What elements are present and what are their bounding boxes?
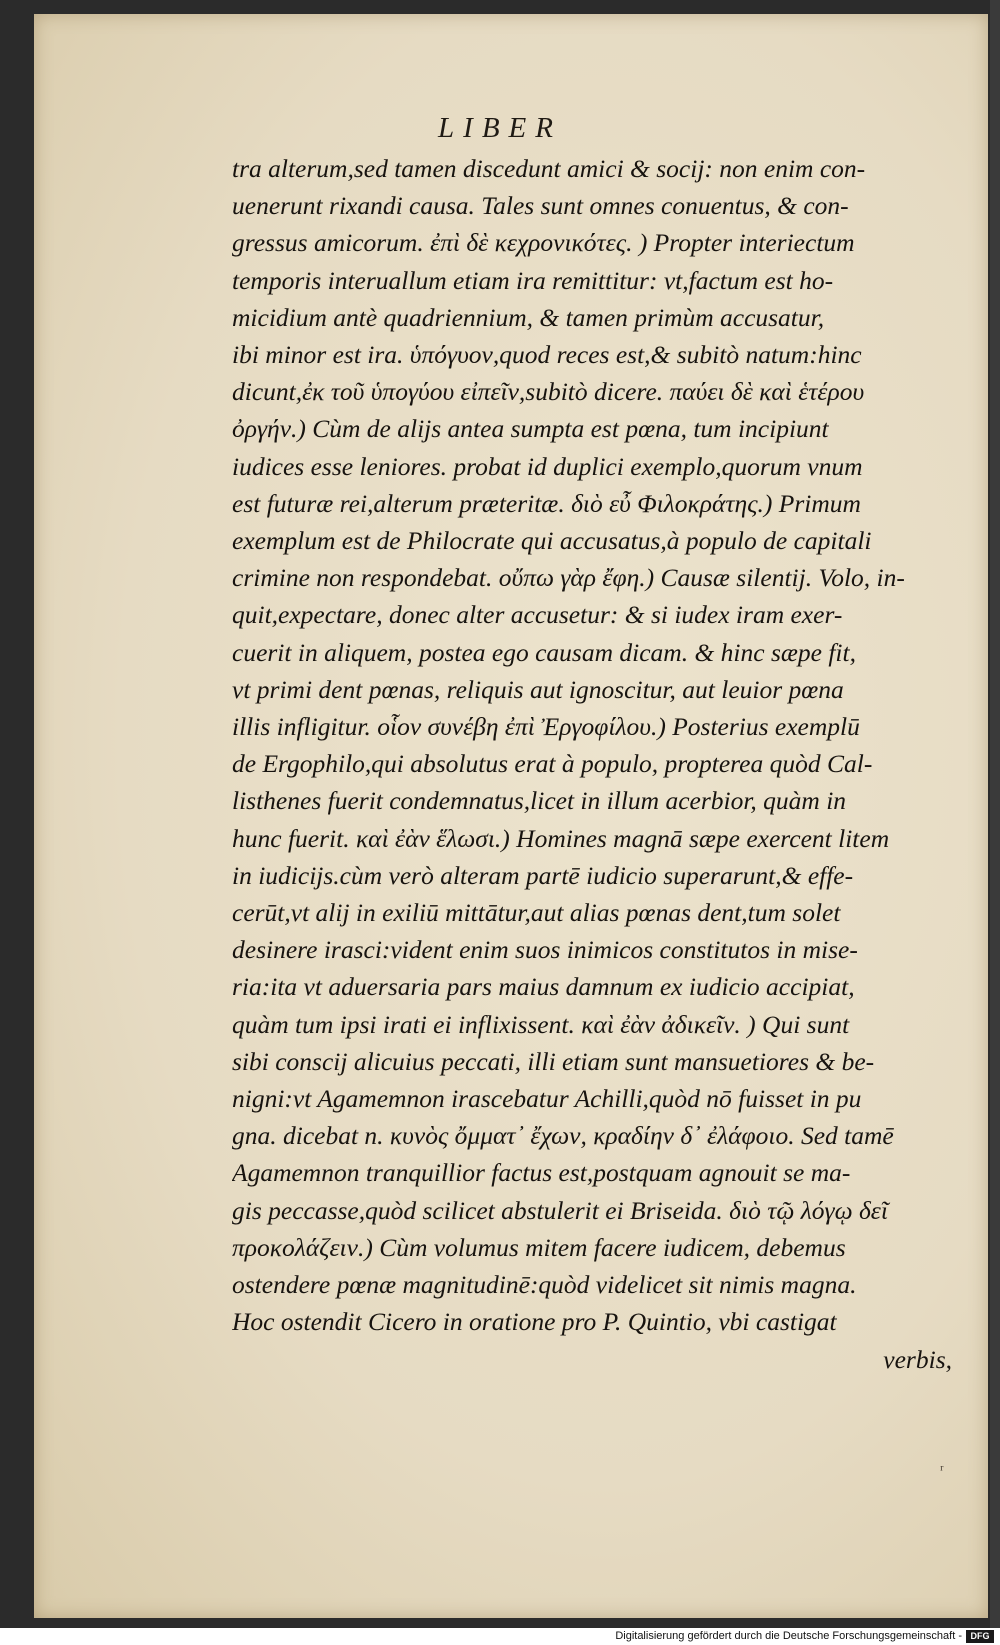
dfg-logo-icon: DFG xyxy=(966,1630,994,1643)
text-line: gna. dicebat n. κυνὸς ὄμματ᾽ ἔχων, κραδίην δ᾽ ἐλάφοιο. Sed tamē xyxy=(232,1121,894,1151)
text-line: hunc fuerit. καὶ ἐὰν ἕλωσι.) Homines magnā sæpe exercent litem xyxy=(232,823,890,853)
text-line: nigni:vt Agamemnon irascebatur Achilli,quòd nō fuisset in pu xyxy=(232,1084,862,1114)
text-line: ria:ita vt aduersaria pars maius damnum ex iudicio accipiat, xyxy=(232,972,855,1002)
text-line: quàm tum ipsi irati ei inflixissent. καὶ ἐὰν ἀδικεῖν. ) Qui sunt xyxy=(232,1009,850,1039)
catchword: verbis, xyxy=(883,1344,952,1374)
ink-mark: ʳ xyxy=(940,1462,944,1479)
text-line: quit,expectare, donec alter accusetur: & si iudex iram exer- xyxy=(232,600,843,630)
text-line: gressus amicorum. ἐπὶ δὲ κεχρονικότες. ) Propter interiectum xyxy=(232,228,855,258)
text-line: προκολάζειν.) Cùm volumus mitem facere iudicem, debemus xyxy=(232,1232,846,1262)
footer-credit: Digitalisierung gefördert durch die Deutsche Forschungsgemeinschaft - xyxy=(615,1630,962,1642)
text-line: de Ergophilo,qui absolutus erat à populo, propterea quòd Cal- xyxy=(232,749,873,779)
text-line: crimine non respondebat. οὔπω γὰρ ἔφη.) Causæ silentij. Volo, in- xyxy=(232,563,905,593)
text-line: uenerunt rixandi causa. Tales sunt omnes conuentus, & con- xyxy=(232,191,849,221)
text-line: Agamemnon tranquillior factus est,postquam agnouit se ma- xyxy=(232,1158,851,1188)
text-line: in iudicijs.cùm verò alteram partē iudicio superarunt,& effe- xyxy=(232,860,854,890)
text-line: est futuræ rei,alterum præteritæ. διὸ εὖ Φιλοκράτης.) Primum xyxy=(232,488,861,518)
body-text xyxy=(232,150,962,1378)
text-line: dicunt,ἐκ τοῦ ὑπογύου εἰπεῖν,subitò dicere. παύει δὲ καὶ ἑτέρου xyxy=(232,377,865,407)
text-line: ibi minor est ira. ὑπόγυον,quod reces est,& subitò natum:hinc xyxy=(232,340,862,370)
text-line: temporis interuallum etiam ira remittitur: vt,factum est ho- xyxy=(232,265,834,295)
text-line: Hoc ostendit Cicero in oratione pro P. Quintio, vbi castigat xyxy=(232,1307,837,1337)
text-line: cerūt,vt alij in exiliū mittātur,aut alias pœnas dent,tum solet xyxy=(232,898,841,928)
text-line: tra alterum,sed tamen discedunt amici & socij: non enim con- xyxy=(232,154,866,183)
text-line: illis infligitur. οἷον συνέβη ἐπὶ Ἐργοφίλου.) Posterius exemplū xyxy=(232,712,860,742)
text-line: micidium antè quadriennium, & tamen primùm accusatur, xyxy=(232,302,825,332)
running-head: LIBER xyxy=(438,112,562,144)
text-line: ostendere pœnæ magnitudinē:quòd videlicet sit nimis magna. xyxy=(232,1270,857,1300)
text-line: listhenes fuerit condemnatus,licet in illum acerbior, quàm in xyxy=(232,786,847,816)
text-line: vt primi dent pœnas, reliquis aut ignoscitur, aut leuior pœna xyxy=(232,674,844,704)
text-line: cuerit in aliquem, postea ego causam dicam. & hinc sæpe fit, xyxy=(232,637,856,667)
text-line: ὀργήν.) Cùm de alijs antea sumpta est pœna, tum incipiunt xyxy=(232,414,829,444)
text-line: iudices esse leniores. probat id duplici exemplo,quorum vnum xyxy=(232,451,863,481)
text-line: gis peccasse,quòd scilicet abstulerit ei Briseida. διὸ τῷ λόγῳ δεῖ xyxy=(232,1195,888,1225)
text-line: exemplum est de Philocrate qui accusatus,à populo de capitali xyxy=(232,526,872,556)
text-line: desinere irasci:vident enim suos inimicos constitutos in mise- xyxy=(232,935,858,965)
footer-bar xyxy=(0,1628,1000,1645)
page-edge-shadow xyxy=(990,0,1000,1628)
text-line: sibi conscij alicuius peccati, illi etiam sunt mansuetiores & be- xyxy=(232,1046,875,1076)
